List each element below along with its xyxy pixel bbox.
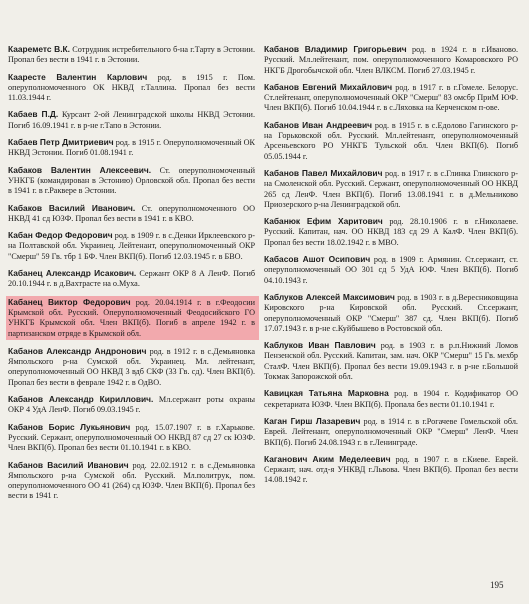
entry (8, 165, 255, 197)
entry-name: Каблуков Алексей Максимович (264, 291, 395, 302)
entry-name: Кабаев П.Д. (8, 109, 59, 120)
entry-name: Кабанов Евгений Михайлович (264, 81, 393, 92)
entry (264, 82, 518, 114)
entry-name: Кабанов Александр Андронович (8, 345, 147, 356)
entry-text: Курсант 2-ой Ленинградской школы НКВД Эстонии. Погиб 16.09.1941 г. в р-не г.Тапо в Эстонии. (8, 110, 255, 130)
entry (264, 44, 518, 76)
entry (264, 454, 518, 486)
entry (8, 44, 255, 66)
entry (264, 168, 518, 210)
entry (8, 203, 255, 225)
entry (8, 230, 255, 262)
entry-name: Каганович Аким Меделеевич (264, 453, 391, 464)
entry-name: Кабан Федор Федорович (8, 230, 113, 241)
entry-name: Кабаев Петр Дмитриевич (8, 137, 114, 148)
entry-text: род. в 1912 г. в с.Демьяновка Ямпольского р-на Сумской обл. Украинец. Мл. лейтенант, оперуполномоченный ОО НКВД 3 вдб СКФ (33 Гв. сд). Член ВКП(б). Пропал без вести в феврале 1942 г. в ОдВО. (8, 346, 255, 387)
entry-text: род. 20.04.1914 г. в г.Феодосии Крымской обл. Русский. Оперуполномоченный Феодосийского ГО УНКГБ Крымской обл. Член ВКП(б). Погиб в апреле 1942 г. в партизанском отряде в Крымской обл. (8, 297, 256, 338)
entry (8, 137, 255, 159)
entry (264, 254, 518, 286)
entry-text: Сержант ОКР 8 А ЛенФ. Погиб 20.10.1944 г. в д.Вахтрасте на о.Муха. (8, 269, 255, 289)
entry (8, 268, 255, 290)
entry-name: Кабаков Василий Иванович. (8, 202, 136, 213)
entry (8, 460, 255, 502)
entry-text: род. в 1904 г. Кодификатор ОО секретариата ЮЗФ. Член ВКП(б). Пропала без вести 01.10.1941 г. (264, 389, 518, 409)
entry-name: Кабаков Валентин Алексеевич. (8, 164, 152, 175)
entry (264, 340, 518, 382)
entry-text: род. 15.07.1907 г. в г.Харькове. Русский. Сержант, оперуполномоченный ОО НКВД 87 сд 27 ск ЮЗФ. Член ВКП(б). Пропал без вести 01.10.1941 г. в КВО. (8, 422, 255, 453)
entry-text: Ст. оперуполномоченный УНКГБ (командирован в Эстонию) Орловской обл. Пропал без вести в 1941 г. в г.Раквере в Эстонии. (8, 165, 255, 196)
entry-text: род. в 1915 г. в с.Едолово Гагинского р-на Горьковской обл. Русский. Мл.лейтенант, оперуполномоченный Арсеньевского РО УНКГБ Тульской обл. Член ВКП(б). Погиб 05.05.1944 г. (264, 120, 519, 161)
entry-name: Кабанов Борис Лукьянович (8, 421, 131, 432)
entry-name: Кабанец Виктор Федорович (8, 296, 131, 307)
page-number: 195 (490, 580, 504, 590)
entry (264, 292, 518, 334)
entry-text: род. в 1915 г. Оперуполномоченный ОК НКВД Эстонии. Погиб 01.08.1941 г. (8, 138, 255, 158)
entry-text: род. в 1917 г. в с.Глинка Глинского р-на Смоленской обл. Русский. Сержант, оперуполномоченный ОО НКВД 265 сд ЛенФ. Член ВКП(б). Погиб 13.08.1941 г. в д.Мельниково Приозерского р-на Ленинградской обл. (264, 168, 518, 209)
entry-name: Кабанов Владимир Григорьевич (264, 44, 407, 54)
entry (8, 394, 255, 416)
entry-name: Кабанов Александр Кириллович. (8, 394, 154, 405)
right-column (264, 44, 518, 492)
entry (264, 388, 518, 410)
entry-text: род. в 1915 г. Пом. оперуполномоченного ОК НКВД г.Таллина. Пропал без вести 11.03.1944 г. (8, 72, 256, 103)
entry-text: Сотрудник истребительного б-на г.Тарту в Эстонии. Пропал без вести в 1941 г. в Эстонии. (8, 45, 255, 65)
left-column (8, 44, 255, 508)
entry-name: Кавицкая Татьяна Марковна (264, 388, 389, 399)
entry (8, 346, 255, 388)
entry-name: Кабанец Александр Исакович. (8, 268, 137, 279)
entry (8, 422, 255, 454)
entry-name: Кабанюк Ефим Харитович (264, 216, 383, 227)
entry-text: род. в 1914 г. в г.Рогачеве Гомельской обл. Еврей. Лейтенант, оперуполномоченный ОКР "Смерш" ЛенФ. Член ВКП(б). Погиб 24.08.1943 г. в г.Ленинграде. (264, 416, 518, 447)
entry-name: Кабанов Иван Андреевич (264, 119, 373, 130)
entry-text: род. в 1907 г. в г.Киеве. Еврей. Сержант, нач. отд-я УНКВД г.Львова. Член ВКП(б). Пропал без вести 14.08.1942 г. (264, 454, 518, 485)
entry-name: Каарeсте Валентин Карлович (8, 71, 148, 82)
entry-text: род. в 1909 г. Армянин. Ст.сержант, ст. оперуполномоченный ОО 301 сд 5 УдА ЮФ. Член ВКП(б). Погиб 04.10.1943 г. (264, 255, 518, 285)
entry (8, 72, 255, 104)
entry-text: род. в 1917 г. в г.Гомеле. Белорус. Ст.лейтенант, оперуполномоченный ОКР "Смерш" 83 омсбр ПриМ ЮФ. Член ВКП(б). Погиб 10.04.1944 г. в с.Ляховка на Керченском п-ове. (264, 82, 518, 113)
entry-name: Кабасов Ашот Осипович (264, 254, 371, 265)
highlighted-entry (6, 296, 259, 340)
entry-text: род. в 1903 г. в д.Вересниковщина Кировского р-на Кировской обл. Русский. Ст.сержант, оперуполномоченный ОКР "Смерш" 387 сд. Член ВКП(б). Погиб 17.07.1943 г. в р-не с.Куйбышево в Ростовской обл. (264, 292, 518, 333)
entry (264, 416, 518, 448)
entry-text: Мл.сержант роты охраны ОКР 4 УдА ЛенФ. Погиб 09.03.1945 г. (8, 395, 255, 415)
entry-name: Каблуков Иван Павлович (264, 340, 376, 351)
entry-name: Кабанов Василий Иванович (8, 459, 129, 470)
entry-name: Каган Гирш Лазаревич (264, 415, 361, 426)
entry-text: род. 28.10.1906 г. в г.Николаеве. Русский. Капитан, нач. ОО НКВД 183 сд 29 А КалФ. Член ВКП(б). Пропал без вести 18.02.1942 г. в МВО. (264, 217, 518, 247)
entry-text: Ст. оперуполномоченного ОО НКВД 41 сд ЮЗФ. Пропал без вести в 1941 г. в КВО. (8, 203, 255, 223)
entry (8, 109, 255, 131)
entry-name: Кабанов Павел Михайлович (264, 167, 383, 178)
entry-text: род. в 1924 г. в г.Иваново. Русский. Мл.лейтенант, пом. оперуполномоченного Комаровского РО НКГБ Дрогобычской обл. Член ВЛКСМ. Погиб 27.03.1945 г. (264, 45, 518, 75)
entry-text: род. в 1909 г. в с.Денки Ирклеевского р-на Полтавской обл. Украинец. Лейтенант, оперуполномоченный ОКР "Смерш" 59 Гв. тбр 1 БФ. Член ВКП(б). Погиб 12.03.1945 г. в БВО. (8, 231, 255, 261)
entry-text: род. в 1903 г. в р.п.Нижний Ломов Пензенской обл. Русский. Капитан, зам. нач. ОКР "Смерш" 15 Гв. мехбр СталФ. Член ВКП(б). Пропал без вести 19.09.1943 г. в р-не г.Большой Токмак Запорожской обл. (264, 341, 518, 382)
entry (264, 120, 518, 162)
entry-text: род. 22.02.1912 г. в с.Демьяновка Ямпольского р-на Сумской обл. Русский. Мл.политрук, пом. оперуполномоченного ОО 41 (264) сд ЮЗФ. Член ВКП(б). Пропал без вести в 1941 г. (8, 460, 255, 501)
entry-name: Каареметс В.К. (8, 44, 70, 54)
entry (264, 216, 518, 248)
